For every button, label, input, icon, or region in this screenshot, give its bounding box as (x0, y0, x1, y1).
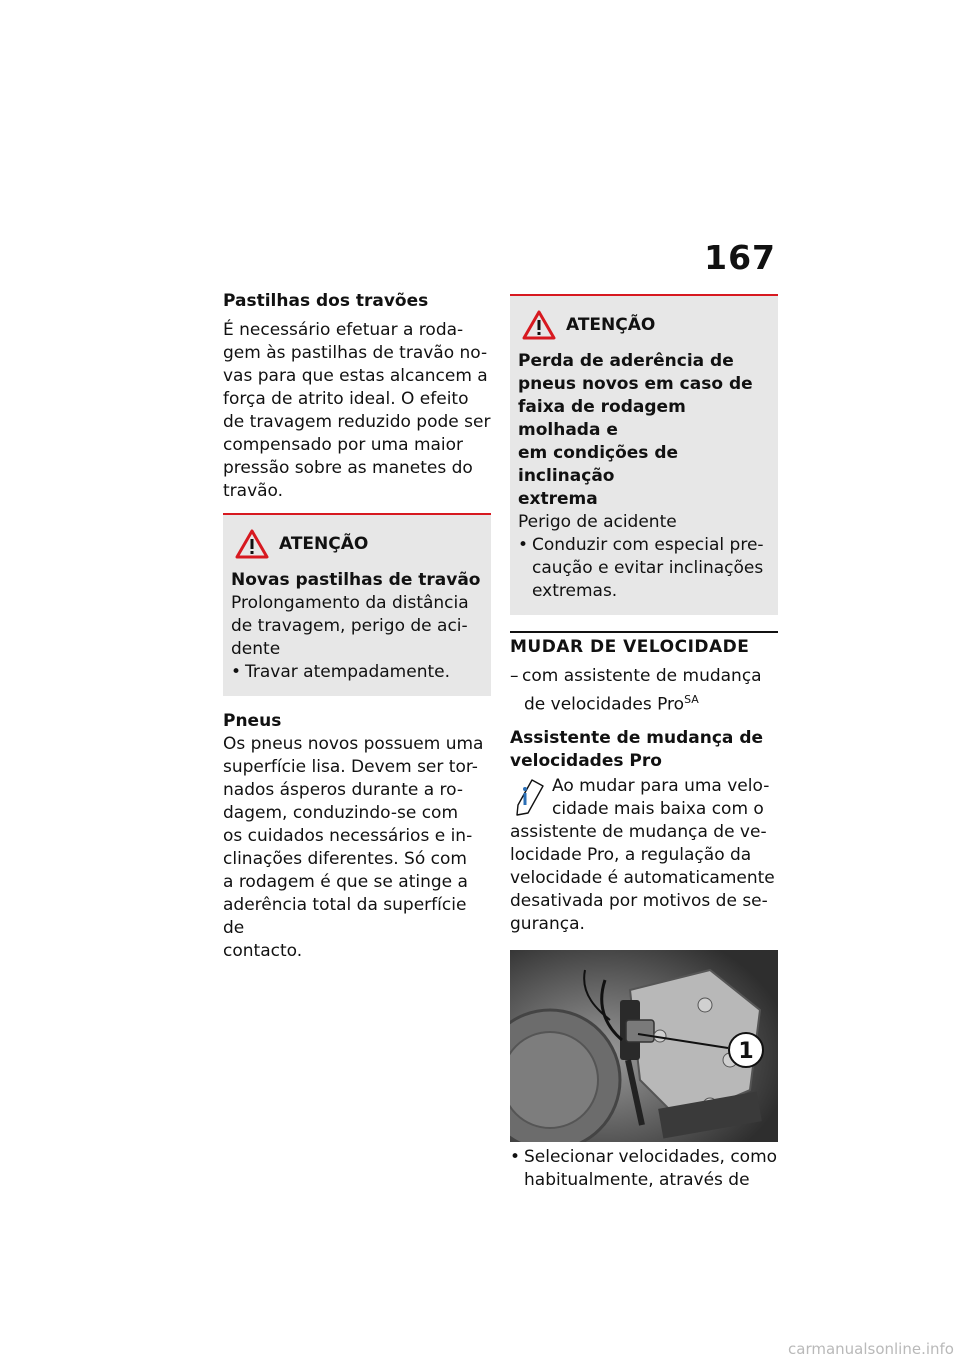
assist-heading: velocidades Pro (510, 750, 662, 771)
info-line: locidade Pro, a regulação da (510, 844, 752, 865)
warning-bullet-text: Travar atempadamente. (245, 662, 451, 682)
info-line: cidade mais baixa com o (552, 798, 764, 819)
warning-line: de travagem, perigo de aci- (231, 616, 468, 636)
warning-subtitle: Perda de aderência de (518, 351, 734, 371)
warning-bullet-text: extremas. (532, 581, 618, 601)
brake-paragraph (223, 319, 491, 503)
engine-photo (510, 950, 778, 1142)
warning-line: Prolongamento da distância (231, 593, 469, 613)
tyres-heading: Pneus (223, 711, 282, 731)
section-title: MUDAR DE VELOCIDADE (510, 631, 778, 661)
warning-subtitle: extrema (518, 489, 598, 509)
callout-label: 1 (738, 1038, 754, 1064)
brake-line: É necessário efetuar a roda- (223, 320, 464, 340)
assist-heading: Assistente de mudança de (510, 727, 764, 748)
page-number: 167 (704, 238, 776, 277)
warning-subtitle: Novas pastilhas de travão (231, 570, 481, 590)
warning-box-brakes (223, 513, 491, 696)
info-line: gurança. (510, 913, 585, 934)
shift-bullet-text: habitualmente, através de (524, 1169, 750, 1190)
warning-box-tyres (510, 294, 778, 615)
dash-item-text-2: de velocidades Pro (524, 694, 685, 715)
info-line: assistente de mudança de ve- (510, 821, 767, 842)
warning-bullet-text: Conduzir com especial pre- (532, 535, 764, 555)
tyres-line: superfície lisa. Devem ser tor- (223, 757, 478, 777)
info-pencil-icon (512, 777, 546, 817)
warning-triangle-icon (522, 310, 556, 340)
tyres-line: os cuidados necessários e in- (223, 826, 473, 846)
warning-line: dente (231, 639, 281, 659)
brake-line: vas para que estas alcancem a (223, 366, 488, 386)
tyres-line: a rodagem é que se atinge a (223, 872, 468, 892)
dash-item-text: com assistente de mudança (522, 666, 762, 686)
info-line: desativada por motivos de se- (510, 890, 768, 911)
warning-triangle-icon (235, 529, 269, 559)
warning-header (522, 310, 770, 340)
tyres-line: dagem, conduzindo-se com (223, 803, 459, 823)
tyres-paragraph (223, 733, 491, 963)
bullet-dot-icon: • (510, 1146, 521, 1167)
brake-line: gem às pastilhas de travão no- (223, 343, 488, 363)
right-column (510, 294, 778, 1192)
warning-title: ATENÇÃO (279, 534, 369, 554)
warning-subtitle: pneus novos em caso de (518, 374, 753, 394)
bullet-dot-icon: • (518, 535, 529, 555)
brake-line: travão. (223, 481, 284, 501)
warning-bullet (231, 661, 483, 684)
tyres-line: clinações diferentes. Só com (223, 849, 467, 869)
warning-header (235, 529, 483, 559)
dash-item-text (510, 688, 778, 717)
warning-subtitle: faixa de rodagem molhada e (518, 397, 686, 440)
info-line: velocidade é automaticamente (510, 867, 775, 888)
tyres-line: aderência total da superfície de (223, 895, 467, 938)
warning-bullet (518, 534, 770, 557)
warning-subtitle: em condições de inclinação (518, 443, 679, 486)
info-note (510, 775, 778, 936)
dash-icon: – (510, 666, 519, 686)
brake-line: de travagem reduzido pode ser (223, 412, 491, 432)
brake-heading: Pastilhas dos travões (223, 291, 429, 311)
brake-line: pressão sobre as manetes do (223, 458, 473, 478)
tyres-line: contacto. (223, 941, 303, 961)
warning-bullet-text: caução e evitar inclinações (532, 558, 764, 578)
shift-bullet-text: Selecionar velocidades, como (524, 1146, 778, 1167)
watermark: carmanualsonline.info (788, 1340, 954, 1358)
dash-item (510, 665, 778, 688)
bullet-dot-icon: • (231, 662, 242, 682)
sa-superscript: SA (684, 693, 699, 706)
warning-title: ATENÇÃO (566, 315, 656, 335)
tyres-line: nados ásperos durante a ro- (223, 780, 464, 800)
left-column (223, 290, 491, 963)
brake-line: força de atrito ideal. O efeito (223, 389, 469, 409)
info-line: Ao mudar para uma velo- (552, 775, 770, 796)
tyres-line: Os pneus novos possuem uma (223, 734, 484, 754)
warning-line: Perigo de acidente (518, 512, 677, 532)
brake-line: compensado por uma maior (223, 435, 464, 455)
shift-bullet (510, 1146, 778, 1169)
engine-photo-illustration (510, 950, 778, 1142)
